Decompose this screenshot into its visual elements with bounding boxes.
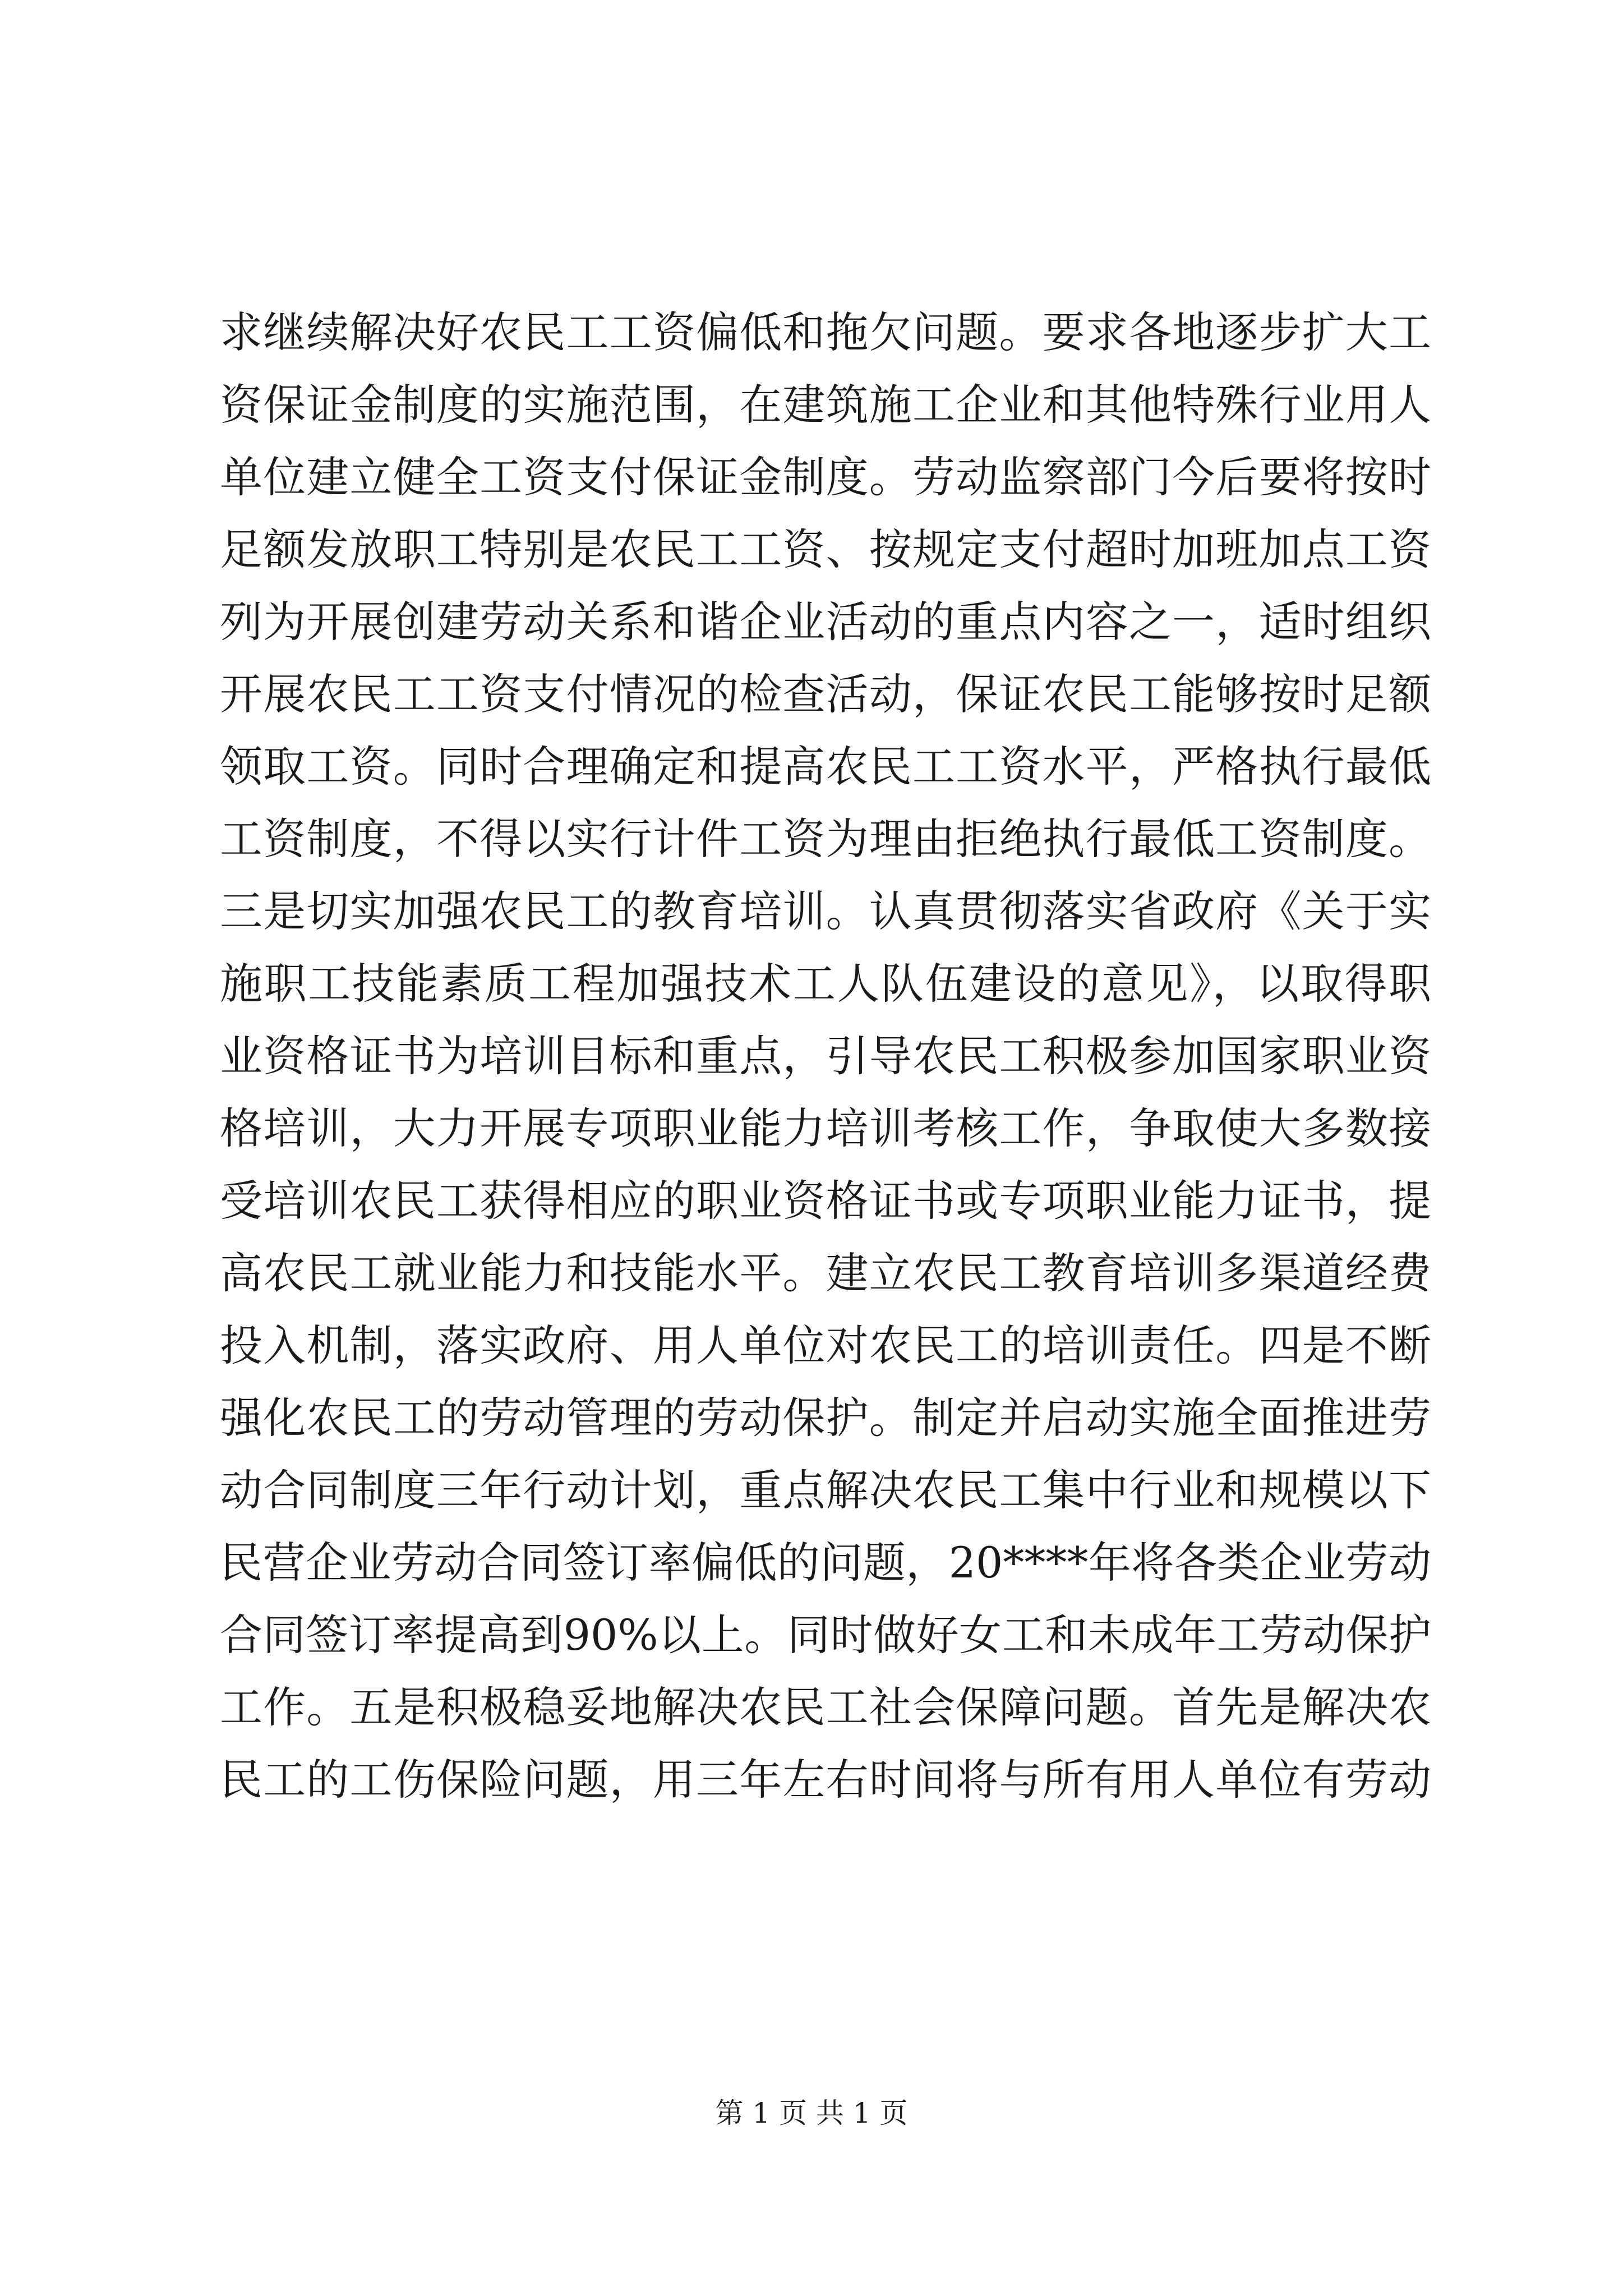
text-line: 领取工资。同时合理确定和提高农民工工资水平，严格执行最低 <box>220 742 1431 792</box>
text-line: 动合同制度三年行动计划，重点解决农民工集中行业和规模以下 <box>220 1465 1431 1515</box>
text-line: 求继续解决好农民工工资偏低和拖欠问题。要求各地逐步扩大工 <box>220 307 1431 357</box>
text-line: 民营企业劳动合同签订率偏低的问题，20****年将各类企业劳动 <box>220 1538 1431 1588</box>
page-number-footer: 第 1 页 共 1 页 <box>715 2097 908 2129</box>
text-line: 资保证金制度的实施范围，在建筑施工企业和其他特殊行业用人 <box>220 380 1431 430</box>
text-line: 业资格证书为培训目标和重点，引导农民工积极参加国家职业资 <box>220 1031 1431 1081</box>
text-line: 工资制度，不得以实行计件工资为理由拒绝执行最低工资制度。 <box>220 814 1431 864</box>
text-line: 格培训，大力开展专项职业能力培训考核工作，争取使大多数接 <box>220 1103 1431 1153</box>
document-body <box>220 296 1431 1816</box>
text-line: 三是切实加强农民工的教育培训。认真贯彻落实省政府《关于实 <box>220 886 1431 936</box>
text-line: 开展农民工工资支付情况的检查活动，保证农民工能够按时足额 <box>220 669 1431 719</box>
text-line: 合同签订率提高到90%以上。同时做好女工和未成年工劳动保护 <box>220 1610 1431 1660</box>
text-line: 受培训农民工获得相应的职业资格证书或专项职业能力证书，提 <box>220 1176 1431 1226</box>
text-line: 单位建立健全工资支付保证金制度。劳动监察部门今后要将按时 <box>220 452 1431 502</box>
text-line: 民工的工伤保险问题，用三年左右时间将与所有用人单位有劳动 <box>220 1755 1431 1805</box>
text-line: 高农民工就业能力和技能水平。建立农民工教育培训多渠道经费 <box>220 1248 1431 1298</box>
text-line: 工作。五是积极稳妥地解决农民工社会保障问题。首先是解决农 <box>220 1682 1431 1732</box>
text-line: 投入机制，落实政府、用人单位对农民工的培训责任。四是不断 <box>220 1320 1431 1370</box>
text-line: 列为开展创建劳动关系和谐企业活动的重点内容之一，适时组织 <box>220 597 1431 647</box>
text-line: 强化农民工的劳动管理的劳动保护。制定并启动实施全面推进劳 <box>220 1393 1431 1443</box>
text-line: 足额发放职工特别是农民工工资、按规定支付超时加班加点工资 <box>220 524 1431 574</box>
text-line: 施职工技能素质工程加强技术工人队伍建设的意见》，以取得职 <box>220 959 1431 1009</box>
